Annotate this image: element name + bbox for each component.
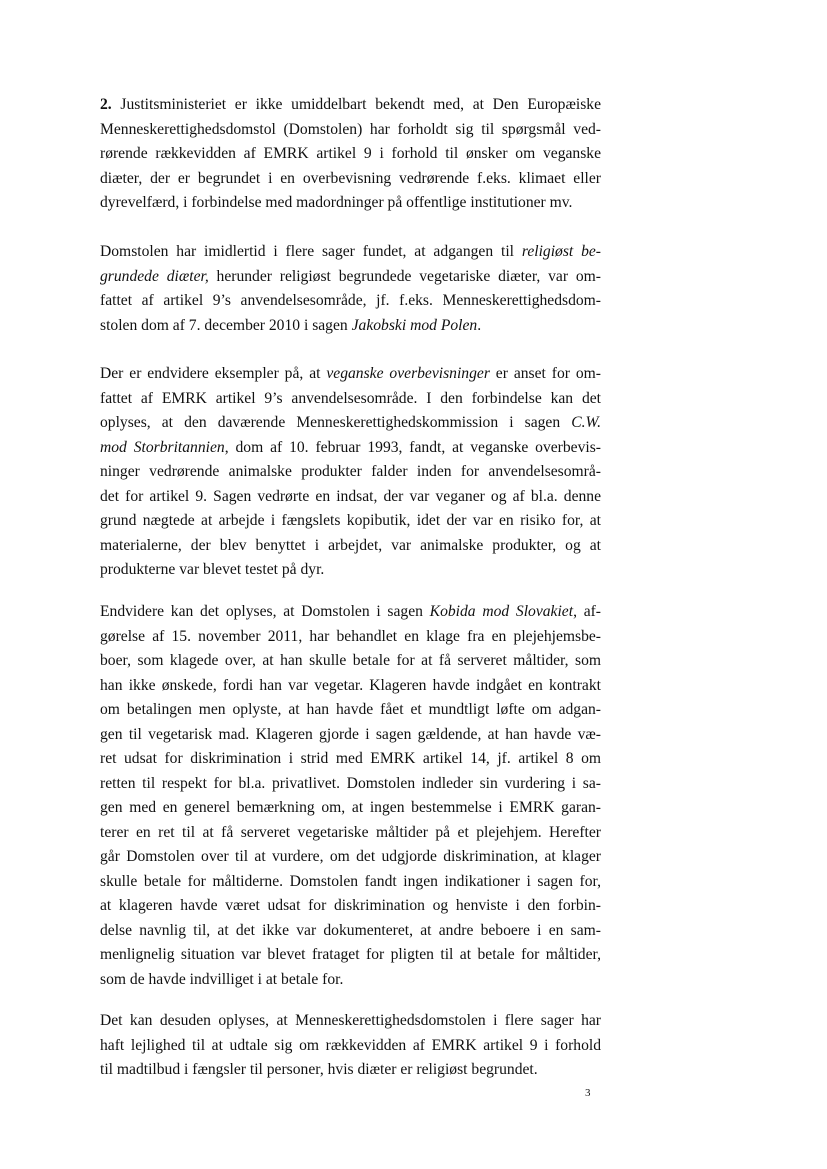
text-line <box>100 240 601 265</box>
text-run: han ikke ønskede, fordi han var vegetar. Klageren havde indgået en kontrakt <box>100 676 601 694</box>
text-line <box>100 534 601 559</box>
text-run: går Domstolen over til at vurdere, om det udgjorde diskrimination, at klager <box>100 848 601 865</box>
paragraph-kobida-case <box>100 600 601 992</box>
text-line <box>100 314 601 339</box>
paragraph-religious-diets <box>100 240 601 338</box>
italic-text: mod Storbritannien <box>100 438 225 456</box>
text-line <box>100 796 601 821</box>
text-run: produkterne var blevet testet på dyr. <box>100 561 325 578</box>
text-line <box>100 558 601 583</box>
italic-text: C.W. <box>571 414 601 431</box>
italic-text: religiøst be- <box>521 243 602 260</box>
text-line <box>100 387 601 412</box>
text-run: skulle betale for måltiderne. Domstolen fandt ingen indikationer i sagen for, <box>100 872 601 890</box>
text-line <box>100 747 601 772</box>
text-line <box>100 362 601 387</box>
text-line <box>100 674 601 699</box>
text-run: det for artikel 9. Sagen vedrørte en indsat, der var veganer og af bl.a. denne <box>100 487 601 505</box>
text-run: fattet af artikel 9’s anvendelsesområde, jf. f.eks. Menneskerettighedsdom- <box>100 292 601 309</box>
text-line <box>100 723 601 748</box>
bold-text: 2. <box>100 96 112 113</box>
text-line <box>100 1009 601 1034</box>
text-run: ninger vedrørende animalske produkter falder inden for anvendelsesområ- <box>100 463 601 480</box>
text-run: diæter, der er begrundet i en overbevisning vedrørende f.eks. klimaet eller <box>100 169 601 187</box>
page-number: 3 <box>585 1087 591 1099</box>
italic-text: grundede diæter, <box>100 267 209 285</box>
text-run: Endvidere kan det oplyses, at Domstolen i sagen <box>100 603 430 620</box>
text-run: haft lejlighed til at udtale sig om rækkevidden af EMRK artikel 9 i forhold <box>100 1036 601 1054</box>
text-run: dyrevelfærd, i forbindelse med madordninger på offentlige institutioner mv. <box>100 194 573 211</box>
text-run: fattet af EMRK artikel 9’s anvendelsesområde. I den forbindelse kan det <box>100 389 601 407</box>
text-line <box>100 460 601 485</box>
text-line <box>100 894 601 919</box>
text-line <box>100 93 601 118</box>
text-run: gen med en generel bemærkning om, at ingen bestemmelse i EMRK garan- <box>100 799 601 816</box>
text-run: som de havde indvilliget i at betale for. <box>100 970 344 988</box>
text-line <box>100 118 601 143</box>
text-run: Domstolen har imidlertid i flere sager fundet, at adgangen til <box>100 243 522 260</box>
text-line <box>100 191 601 216</box>
text-line <box>100 649 601 674</box>
text-run: grund nægtede at arbejde i fængslets kopibutik, idet der var en risiko for, at <box>100 512 601 529</box>
italic-text: Kobida mod Slovakiet <box>429 603 574 620</box>
text-line <box>100 265 601 290</box>
text-line <box>100 600 601 625</box>
text-line <box>100 142 601 167</box>
text-line <box>100 919 601 944</box>
text-line <box>100 943 601 968</box>
text-run: Det kan desuden oplyses, at Menneskerettighedsdomstolen i flere sager har <box>100 1012 601 1029</box>
text-run: Justitsministeriet er ikke umiddelbart bekendt med, at Den Europæiske <box>111 96 601 113</box>
text-run: om betalingen men oplyste, at han havde fået et mundtligt løfte om adgan- <box>100 701 601 718</box>
text-run: . <box>477 316 482 334</box>
text-run: , af- <box>573 603 601 620</box>
text-line <box>100 968 601 993</box>
text-run: stolen dom af 7. december 2010 i sagen <box>100 316 352 334</box>
text-run: herunder religiøst begrundede vegetariske diæter, var om- <box>208 267 601 285</box>
text-line <box>100 1034 601 1059</box>
text-line <box>100 167 601 192</box>
paragraph-emrk-intro <box>100 93 601 216</box>
text-line <box>100 411 601 436</box>
text-run: materialerne, der blev benyttet i arbejdet, var animalske produkter, og at <box>100 536 601 554</box>
text-run: Der er endvidere eksempler på, at <box>100 365 327 382</box>
text-line <box>100 698 601 723</box>
text-run: er anset for om- <box>489 365 601 382</box>
text-run: delse navnlig til, at det ikke var dokumenteret, at andre beboere i en sam- <box>100 921 601 939</box>
text-line <box>100 870 601 895</box>
text-run: til madtilbud i fængsler til personer, hvis diæter er religiøst begrundet. <box>100 1061 538 1078</box>
text-line <box>100 772 601 797</box>
text-line <box>100 436 601 461</box>
text-line <box>100 1058 601 1083</box>
text-run: retten til respekt for bl.a. privatlivet. Domstolen indleder sin vurdering i sa- <box>100 774 601 792</box>
text-line <box>100 289 601 314</box>
text-run: Menneskerettighedsdomstol (Domstolen) har forholdt sig til spørgsmål ved- <box>100 120 601 138</box>
paragraph-prison-diets <box>100 1009 601 1083</box>
text-run: oplyses, at den daværende Menneskerettighedskommission i sagen <box>100 414 572 431</box>
italic-text: Jakobski mod Polen <box>351 316 478 334</box>
text-run: gen til vegetarisk mad. Klageren gjorde i sagen gældende, at han havde væ- <box>100 725 601 743</box>
text-line <box>100 821 601 846</box>
text-run: , dom af 10. februar 1993, fandt, at veganske overbevis- <box>224 438 601 456</box>
text-line <box>100 485 601 510</box>
text-line <box>100 845 601 870</box>
text-run: ret udsat for diskrimination i strid med EMRK artikel 14, jf. artikel 8 om <box>100 750 601 767</box>
text-line <box>100 625 601 650</box>
text-run: menlignelig situation var blevet frataget for pligten til at betale for måltider, <box>100 946 601 963</box>
paragraph-vegan-convictions <box>100 362 601 583</box>
text-run: at klageren havde været udsat for diskrimination og henviste i den forbin- <box>100 897 601 914</box>
text-line <box>100 509 601 534</box>
text-run: gørelse af 15. november 2011, har behandlet en klage fra en plejehjemsbe- <box>100 627 601 645</box>
text-run: rørende rækkevidden af EMRK artikel 9 i forhold til ønsker om veganske <box>100 145 601 162</box>
text-run: terer en ret til at få serveret vegetariske måltider på et plejehjem. Herefter <box>100 823 601 841</box>
text-run: boer, som klagede over, at han skulle betale for at få serveret måltider, som <box>100 652 601 669</box>
italic-text: veganske overbevisninger <box>326 365 490 382</box>
